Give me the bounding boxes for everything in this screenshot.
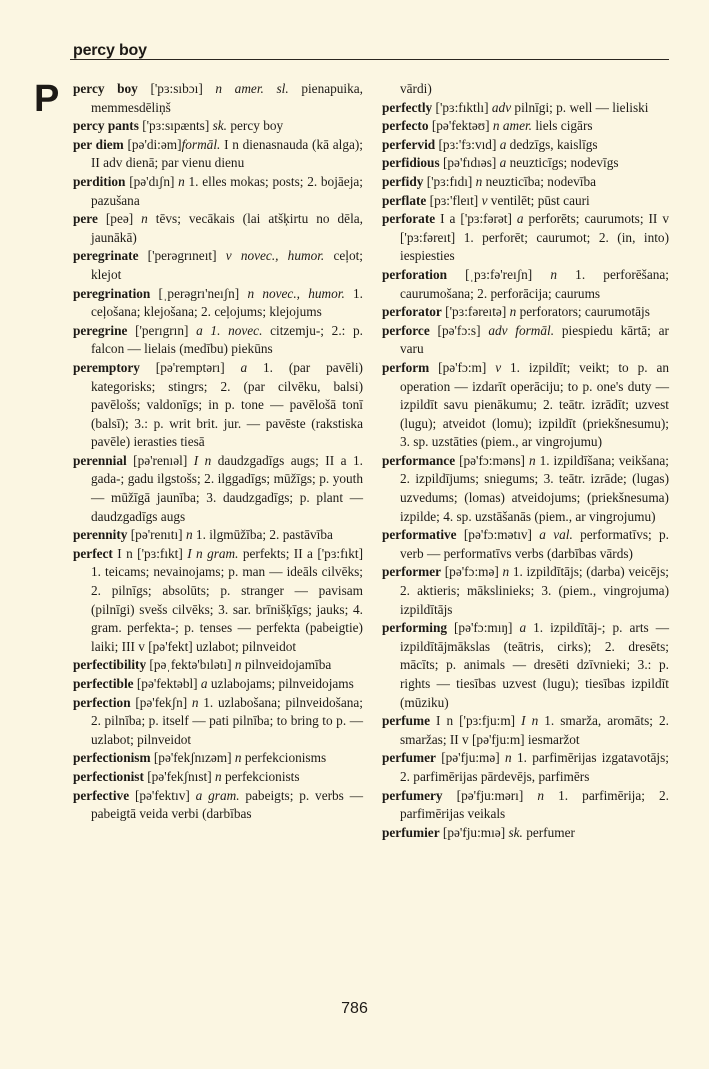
section-letter: P [34, 78, 60, 120]
pronunciation: [pɜ:'fɜ:vıd] [435, 136, 500, 152]
definition: perforators; caurumotājs [516, 304, 650, 320]
pronunciation: ['perıgrın] [127, 322, 197, 338]
headword: perfectible [73, 676, 134, 691]
definition: perfekts; II a ['pɜ:fıkt] 1. teicams; nevainojams; p. man — ideāls cilvēks; 2. pilnīgs; absolūts; p. stranger — pavisam (pilnīgi) svešs cilvēks; 3. sar. brīnišķīgs; jauks; 4. gram. perfekta-; p. tenses — perfekta (pabeigtie) laiki; III v [pə'fekt] uzlabot; pilnveidot [91, 545, 363, 654]
definition: perfekcionists [221, 768, 300, 784]
dictionary-entry [382, 154, 669, 173]
definition: I n dienasnauda (kā alga); II adv dienā; par vienu dienu [91, 136, 363, 171]
grammar-label: n [141, 211, 148, 227]
pronunciation: [pə'fektəbl] [133, 676, 201, 691]
dictionary-entry [382, 192, 669, 211]
headword: perfect [73, 545, 113, 561]
pronunciation: [pə'renıəl] [126, 452, 194, 468]
pronunciation: [ˌperəgrı'neıʃn] [150, 285, 248, 301]
pronunciation: ['pɜ:fıktlı] [432, 99, 492, 115]
definition: 1. elles mokas; posts; 2. bojāeja; pazušana [91, 173, 363, 208]
dictionary-entry [73, 675, 363, 694]
entry-text: vārdi) [400, 81, 432, 96]
headword: performer [382, 564, 442, 580]
dictionary-entry [73, 694, 363, 750]
grammar-label: adv formāl. [488, 322, 555, 338]
headword: performative [382, 527, 457, 543]
headword: perfection [73, 694, 131, 710]
pronunciation: [peə] [97, 211, 142, 227]
dictionary-entry [382, 303, 669, 322]
dictionary-entry [382, 824, 669, 843]
grammar-label: n [475, 173, 483, 189]
pronunciation: [pə'dıʃn] [125, 173, 179, 189]
headword: perfective [73, 787, 130, 803]
definition: perfumer [522, 824, 575, 840]
pronunciation: ['pɜ:fəreıtə] [441, 304, 510, 320]
pronunciation: [ˌpɜ:fə'reıʃn] [447, 266, 551, 282]
running-head: percy boy [73, 42, 147, 59]
headword: perfidy [382, 173, 424, 189]
grammar-label: n amer. sl. [215, 81, 289, 96]
dictionary-entry [73, 136, 363, 173]
definition: citzemju-; 2.: p. falcon — lielais (medību) piekūns [91, 322, 363, 357]
grammar-label: n [550, 266, 558, 282]
definition: neuzticība; nodevība [482, 173, 597, 189]
grammar-label: a [240, 359, 248, 375]
definition: 1. parfimērijas izgatavotājs; 2. parfimērijas pārdevējs, parfimērs [400, 750, 669, 784]
grammar-label: I n gram. [187, 545, 239, 561]
left-column [73, 80, 363, 824]
pronunciation: [pə'fɔ:mətıv] [456, 527, 540, 543]
grammar-label: a 1. novec. [196, 322, 263, 338]
definition: neuzticīgs; nodevīgs [506, 155, 619, 171]
grammar-label: n [528, 452, 536, 468]
headword: perforate [382, 211, 436, 227]
definition: pienapuika, memmesdēliņš [91, 81, 363, 115]
grammar-label: n [505, 750, 512, 766]
definition: 1. izpildīšana; veikšana; 2. izpildījums; sniegums; 3. teātr. izrāde; (lugas) uzvedums; (lomas) atveidojums; (priekšnesuma) izpilde; 4. sp. uzstāšanās (piem., ar vingrojumu) [400, 452, 669, 524]
pronunciation: [pə'fɔ:mə] [441, 564, 503, 580]
grammar-label: n [234, 657, 242, 673]
definition: pilnīgi; p. well — lieliski [511, 99, 649, 115]
headword: perfectionism [73, 750, 151, 766]
headword: perfectionist [73, 768, 144, 784]
headword: perforation [382, 266, 447, 282]
definition: 1. izpildītājs; (darba) veicējs; 2. aktieris; mākslinieks; 3. (piem., vingrojuma) izpildītājs [400, 564, 669, 617]
headword: percy boy [73, 81, 138, 96]
dictionary-entry [382, 359, 669, 452]
definition: 1. uzlabošana; pilnveidošana; 2. pilnība; p. itself — pati pilnība; to bring to p. — uzlabot; pilnveidot [91, 694, 363, 747]
dictionary-entry [382, 712, 669, 749]
grammar-label: n [234, 750, 242, 766]
grammar-label: n novec., humor. [247, 285, 345, 301]
dictionary-entry [73, 285, 363, 322]
headword: perfecto [382, 118, 429, 134]
pronunciation: I n ['pɜ:fju:m] [430, 713, 522, 729]
grammar-label: formāl. [181, 136, 221, 152]
grammar-label: a [516, 211, 524, 227]
pronunciation: ['perəgrıneıt] [138, 248, 226, 264]
headword: perflate [382, 192, 427, 208]
definition: 1. (par pavēli) kategorisks; stingrs; 2. (par cilvēku, balsi) pavēlošs; valdonīgs; in p. tone — pavēlošā tonī (balsī); 3.: p. writ brit. jur. — pavēste (rakstiska pavēle) ierasties tiesā [91, 359, 363, 450]
headword: peregrinate [73, 248, 139, 264]
dictionary-entry [382, 787, 669, 824]
pronunciation: [pə'fju:mə] [435, 750, 506, 766]
grammar-label: n [191, 694, 199, 710]
dictionary-entry [73, 173, 363, 210]
definition: 1. perforēšana; caurumošana; 2. perforācija; caurums [400, 266, 670, 301]
definition: 1. izpildīt; veikt; to p. an operation — izdarīt operāciju; to p. one's duty — izpildīt savu pienākumu; 2. teātr. izrādīt; uzvest (lugu); atveidot (lomu); izpildīt (priekšnesumu); 3. sp. uzstāties (piem., ar vingrojumu) [400, 359, 669, 450]
grammar-label: I n [521, 713, 539, 729]
headword: peremptory [73, 359, 140, 375]
dictionary-entry [382, 749, 669, 786]
definition: perfekcionisms [241, 750, 327, 766]
grammar-label: a [499, 155, 507, 171]
pronunciation: ['pɜ:sıpænts] [138, 118, 213, 134]
grammar-label: n [214, 768, 222, 784]
headword: per diem [73, 136, 124, 152]
grammar-label: n amer. [492, 118, 532, 134]
grammar-label: n [537, 787, 545, 803]
dictionary-entry [73, 247, 363, 284]
headword: perdition [73, 173, 126, 189]
pronunciation: [pə'remptərı] [139, 359, 241, 375]
pronunciation: I a ['pɜ:fərət] [435, 211, 517, 227]
grammar-label: n [178, 173, 185, 189]
grammar-label: a val. [539, 527, 573, 543]
pronunciation: [pə'renıtı] [127, 527, 186, 543]
dictionary-entry [73, 117, 363, 136]
definition: uzlabojams; pilnveidojams [207, 676, 354, 691]
pronunciation: ['pɜ:fıdı] [423, 173, 476, 189]
dictionary-entry [73, 656, 363, 675]
pronunciation: [pə'di:əm] [123, 136, 182, 152]
grammar-label: v [495, 359, 502, 375]
headword: peregrine [73, 322, 128, 338]
dictionary-entry [73, 452, 363, 526]
definition: pabeigts; p. verbs — pabeigtā veida verbi (darbības [91, 787, 364, 822]
definition: 1. ilgmūžība; 2. pastāvība [192, 527, 333, 543]
grammar-label: a [499, 136, 507, 152]
dictionary-entry [382, 136, 669, 155]
headword: pere [73, 211, 98, 227]
grammar-label: v novec., humor. [225, 248, 325, 264]
grammar-label: sk. [212, 118, 228, 134]
headword: perfectly [382, 99, 433, 115]
pronunciation: [pə'fıdıəs] [439, 155, 500, 171]
headword: perfume [382, 713, 430, 729]
pronunciation: [pə'fekʃnızəm] [150, 750, 235, 766]
definition: 1. parfimērija; 2. parfimērijas veikals [400, 787, 669, 822]
definition: 1. smarža, aromāts; 2. smaržas; II v [pə'fju:m] iesmaržot [400, 713, 669, 747]
grammar-label: a [519, 620, 527, 636]
pronunciation: [pə'fju:mıə] [439, 824, 509, 840]
entry-continuation [382, 80, 669, 99]
headword: perennity [73, 527, 128, 543]
pronunciation: ['pɜ:sıbɔı] [137, 81, 216, 96]
headword: perforce [382, 322, 430, 338]
pronunciation: [pə'fekʃn] [130, 694, 192, 710]
page-number: 786 [341, 1000, 368, 1017]
headword: perfumery [382, 787, 443, 803]
dictionary-entry [382, 452, 669, 526]
definition: tēvs; vecākais (lai atšķirtu no dēla, jaunākā) [91, 211, 363, 245]
grammar-label: I n [193, 452, 212, 468]
dictionary-entry [382, 322, 669, 359]
pronunciation: I n ['pɜ:fıkt] [112, 545, 188, 561]
grammar-label: a gram. [195, 787, 240, 803]
headword: perennial [73, 452, 127, 468]
dictionary-entry [382, 266, 669, 303]
pronunciation: [pə'fɔ:məns] [455, 452, 529, 468]
dictionary-entry [73, 787, 363, 824]
dictionary-entry [382, 117, 669, 136]
pronunciation: [pə'fɔ:s] [429, 322, 489, 338]
definition: perforēts; caurumots; II v ['pɜ:fəreıt] 1. perforēt; caurumot; 2. (in, into) iespiesties [400, 211, 669, 264]
definition: performatīvs; p. verb — performatīvs verbs (darbības vārds) [400, 527, 669, 561]
definition: pilnveidojamība [241, 657, 332, 673]
dictionary-entry [73, 80, 363, 117]
grammar-label: n [502, 564, 510, 580]
headword: peregrination [73, 285, 151, 301]
grammar-label: n [509, 304, 517, 320]
dictionary-entry [382, 619, 669, 712]
dictionary-entry [73, 210, 363, 247]
headword: perfervid [382, 136, 436, 152]
dictionary-entry [382, 99, 669, 118]
definition: ceļot; klejot [91, 248, 363, 282]
definition: daudzgadīgs augs; II a 1. gada-; gadu ilgstošs; 2. ilggadīgs; mūžīgs; p. youth — mūžīgā jaunība; 3. daudzgadīgs; p. plant — daudzgadīgs augs [91, 452, 363, 524]
grammar-label: n [185, 527, 193, 543]
dictionary-entry [73, 545, 363, 657]
dictionary-entry [382, 210, 669, 266]
headword: performance [382, 452, 456, 468]
pronunciation: [pə'fektıv] [129, 787, 196, 803]
headword: perfectibility [73, 657, 147, 673]
definition: 1. izpildītāj-; p. arts — izpildītājmākslas (teātris, cirks); 2. dresēts; mācīts; p. animals — dresēti dzīvnieki; 3.: p. rights — tiesības uzvest (lugu); tiesības izpildīt (mūziku) [400, 620, 670, 710]
pronunciation: [pɜ:'fleıt] [426, 192, 482, 208]
definition: 1. ceļošana; klejošana; 2. ceļojums; klejojums [91, 285, 363, 320]
grammar-label: adv [491, 99, 512, 115]
dictionary-entry [73, 359, 363, 452]
pronunciation: [pəˌfektə'bılətı] [146, 657, 235, 673]
headword: perfidious [382, 155, 440, 171]
headword: perfumer [382, 750, 436, 766]
right-column [382, 80, 669, 842]
headword: perfumier [382, 824, 440, 840]
dictionary-entry [73, 526, 363, 545]
definition: ventilēt; pūst cauri [487, 192, 590, 208]
pronunciation: [pə'fekʃnıst] [143, 768, 215, 784]
dictionary-entry [382, 563, 669, 619]
definition: percy boy [227, 118, 284, 134]
definition: piespiedu kārtā; ar varu [400, 322, 669, 357]
pronunciation: [pə'fɔ:mıŋ] [447, 620, 520, 636]
pronunciation: [pə'fju:mərı] [442, 787, 538, 803]
dictionary-entry [73, 322, 363, 359]
header-rule [70, 59, 669, 60]
definition: liels cigārs [532, 118, 593, 134]
dictionary-entry [73, 768, 363, 787]
pronunciation: [pə'fɔ:m] [429, 359, 496, 375]
grammar-label: a [200, 676, 208, 691]
definition: dedzīgs, kaislīgs [506, 136, 598, 152]
dictionary-entry [73, 749, 363, 768]
headword: perforator [382, 304, 442, 320]
grammar-label: v [481, 192, 488, 208]
dictionary-entry [382, 526, 669, 563]
headword: percy pants [73, 118, 139, 134]
headword: performing [382, 620, 447, 636]
grammar-label: sk. [508, 824, 523, 840]
pronunciation: [pə'fektəʊ] [428, 118, 493, 134]
dictionary-entry [382, 173, 669, 192]
headword: perform [382, 359, 430, 375]
